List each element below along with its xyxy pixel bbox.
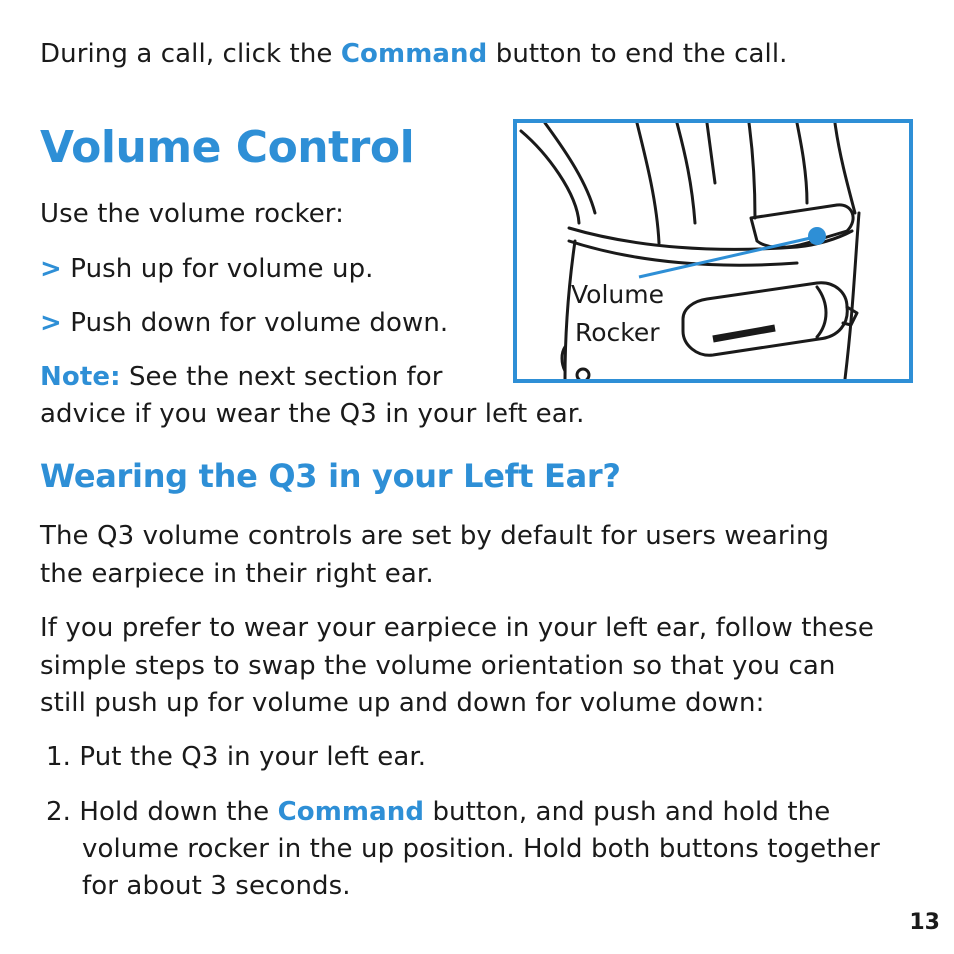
intro-line: [40, 36, 788, 73]
left-ear-para1-line1: The Q3 volume controls are set by default for users wearing: [40, 521, 830, 551]
step-text: Put the Q3 in your left ear.: [79, 742, 427, 772]
step-number: 2.: [46, 797, 72, 827]
intro-text-after: button to end the call.: [487, 39, 788, 69]
figure-label-rocker: Rocker: [575, 318, 660, 347]
note-text-1: See the next section for: [120, 362, 443, 392]
bullet-volume-up-text: Push up for volume up.: [70, 254, 374, 284]
step-2-line3: for about 3 seconds.: [82, 871, 351, 901]
step-text-after: button, and push and hold the: [424, 797, 831, 827]
volume-lead-text: Use the volume rocker:: [40, 199, 344, 229]
note-label: Note:: [40, 362, 121, 392]
volume-control-heading: Volume Control: [40, 122, 415, 173]
note-line-2: advice if you wear the Q3 in your left ear.: [40, 399, 585, 429]
left-ear-heading: Wearing the Q3 in your Left Ear?: [40, 457, 621, 495]
earpiece-body-curve-inner: [545, 123, 595, 213]
step-2: [46, 794, 830, 831]
bullet-volume-up: [40, 251, 374, 288]
callout-line: [639, 237, 815, 277]
earpiece-body-curve: [521, 131, 579, 223]
step-1: [46, 739, 426, 776]
step-text-before: Hold down the: [79, 797, 278, 827]
intro-text-before: During a call, click the: [40, 39, 341, 69]
bullet-volume-down: [40, 305, 448, 342]
callout-dot-icon: [808, 227, 826, 245]
bullet-arrow-icon: >: [40, 308, 62, 338]
step-2-line2: volume rocker in the up position. Hold both buttons together: [82, 834, 880, 864]
lower-button-bar: [713, 328, 775, 339]
left-ear-para1-line2: the earpiece in their right ear.: [40, 559, 434, 589]
bullet-arrow-icon: >: [40, 254, 62, 284]
page-number: 13: [909, 910, 940, 935]
figure-label-volume: Volume: [571, 280, 664, 309]
left-ear-para2-line1: If you prefer to wear your earpiece in your left ear, follow these: [40, 613, 874, 643]
volume-rocker-illustration: [513, 119, 913, 383]
bullet-volume-down-text: Push down for volume down.: [70, 308, 449, 338]
command-keyword: Command: [277, 797, 425, 827]
note-line-1: [40, 359, 443, 396]
left-ear-para2-line3: still push up for volume up and down for volume down:: [40, 688, 765, 718]
left-ear-para2-line2: simple steps to swap the volume orientation so that you can: [40, 651, 836, 681]
step-number: 1.: [46, 742, 72, 772]
command-keyword: Command: [340, 39, 488, 69]
